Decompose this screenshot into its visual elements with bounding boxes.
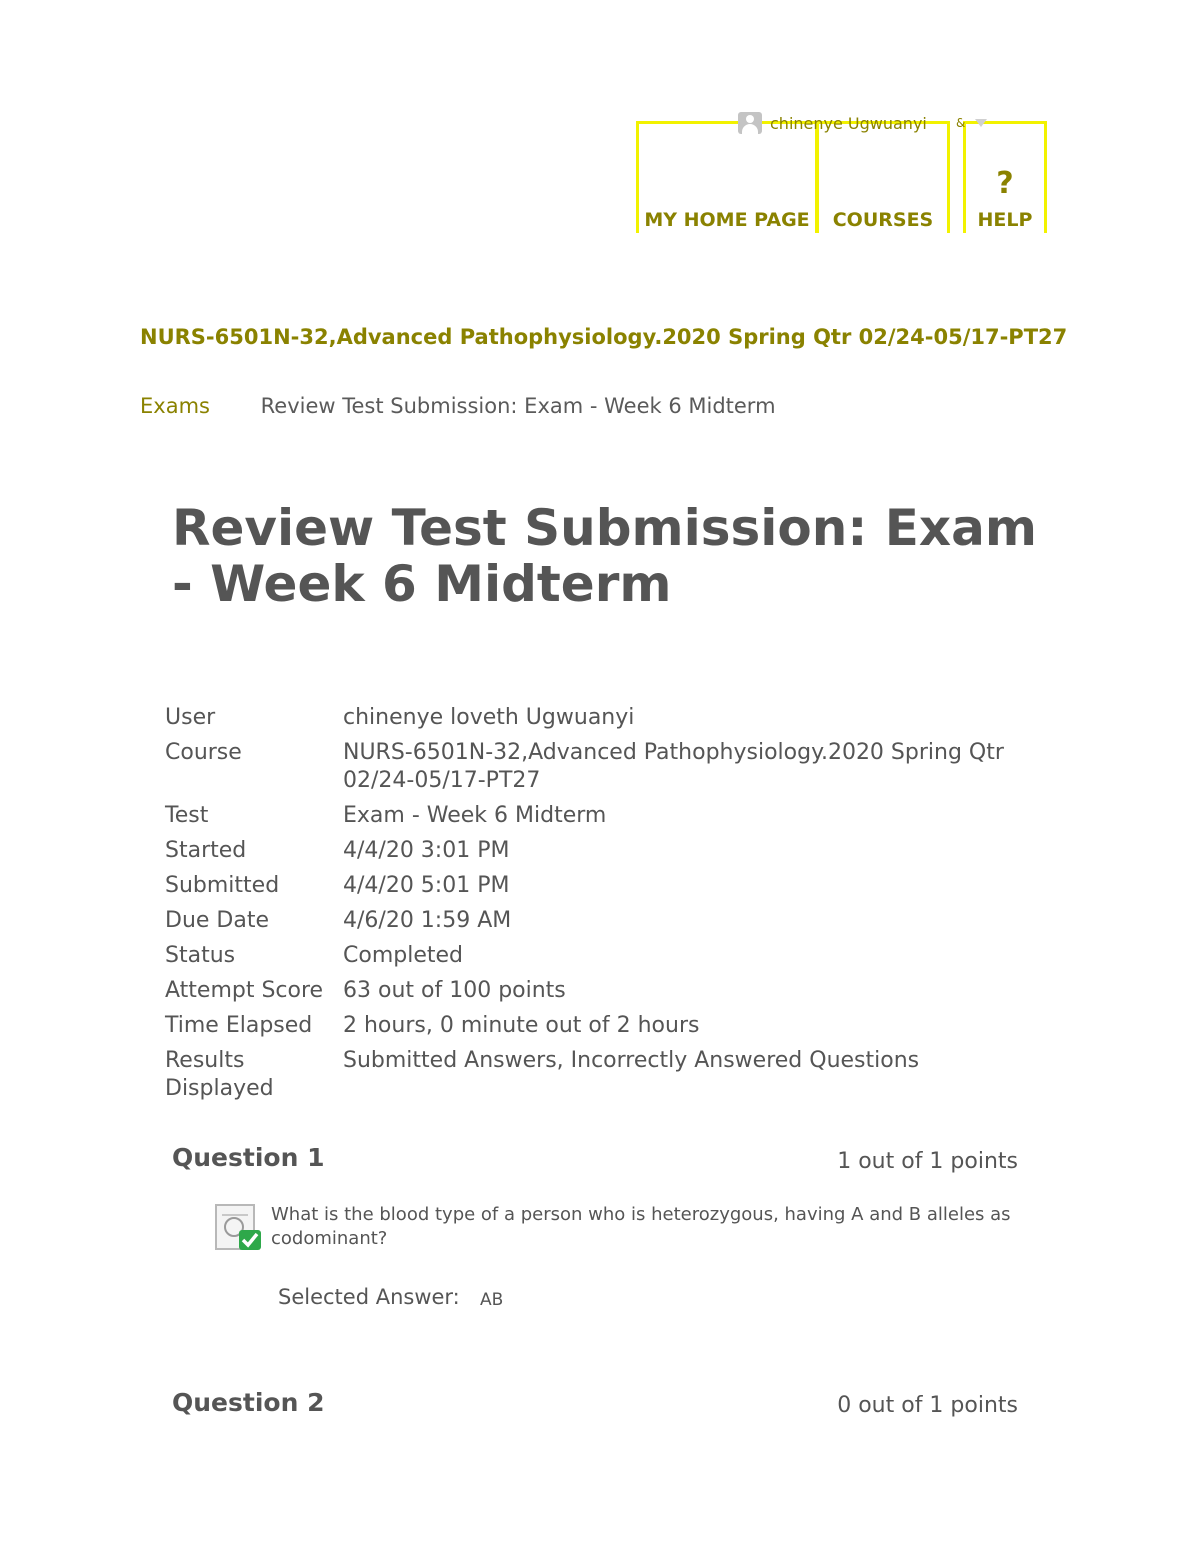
detail-row-status (165, 942, 1023, 970)
selected-answer-label: Selected Answer: (278, 1285, 460, 1309)
detail-label: Test (165, 803, 209, 828)
detail-row-course (165, 739, 1023, 795)
user-name: chinenye Ugwuanyi (770, 113, 927, 133)
chevron-down-icon[interactable] (975, 119, 987, 127)
detail-value: Submitted Answers, Incorrectly Answered Questions (343, 1048, 920, 1073)
question-1-points: 1 out of 1 points (837, 1149, 1018, 1174)
nav-courses[interactable] (816, 121, 950, 233)
nav-help[interactable] (963, 121, 1047, 233)
detail-value: 4/6/20 1:59 AM (343, 908, 512, 933)
detail-value: chinenye loveth Ugwuanyi (343, 705, 635, 730)
detail-value: 2 hours, 0 minute out of 2 hours (343, 1013, 700, 1038)
detail-value: 4/4/20 3:01 PM (343, 838, 510, 863)
nav-my-home-page-label: MY HOME PAGE (644, 209, 810, 231)
detail-label: Course (165, 740, 242, 765)
nav-my-home-page[interactable] (636, 121, 818, 233)
detail-label: Attempt Score (165, 978, 324, 1003)
user-menu-controls (956, 116, 987, 130)
nav-courses-label: COURSES (832, 209, 934, 231)
detail-value: 4/4/20 5:01 PM (343, 873, 510, 898)
detail-row-user (165, 704, 1023, 732)
detail-label: Started (165, 838, 247, 863)
detail-row-time-elapsed (165, 1012, 1023, 1040)
breadcrumb-current: Review Test Submission: Exam - Week 6 Midterm (260, 394, 776, 418)
course-title[interactable]: NURS-6501N-32,Advanced Pathophysiology.2020 Spring Qtr 02/24-05/17-PT27 (140, 325, 1068, 349)
detail-value: Completed (343, 943, 463, 968)
notification-icon[interactable]: & (956, 116, 966, 130)
detail-row-test (165, 802, 1023, 830)
detail-label: Status (165, 943, 236, 968)
selected-answer-value: AB (480, 1290, 504, 1310)
submission-details (165, 704, 1023, 1103)
detail-label: Time Elapsed (165, 1013, 313, 1038)
detail-row-started (165, 837, 1023, 865)
detail-row-submitted (165, 872, 1023, 900)
detail-value: NURS-6501N-32,Advanced Pathophysiology.2020 Spring Qtr 02/24-05/17-PT27 (343, 740, 1004, 793)
detail-label: Submitted (165, 873, 280, 898)
detail-label: Due Date (165, 908, 269, 933)
question-2-points: 0 out of 1 points (837, 1393, 1018, 1418)
detail-label: Results Displayed (165, 1048, 274, 1101)
help-icon: ? (996, 166, 1014, 201)
user-menu[interactable] (738, 112, 927, 134)
detail-row-due-date (165, 907, 1023, 935)
correct-answer-icon (214, 1203, 262, 1251)
nav-help-label: HELP (977, 209, 1033, 231)
detail-value: Exam - Week 6 Midterm (343, 803, 607, 828)
detail-row-attempt-score (165, 977, 1023, 1005)
breadcrumb-exams-link[interactable]: Exams (140, 394, 210, 418)
page-title: Review Test Submission: Exam - Week 6 Midterm (172, 499, 1037, 613)
breadcrumb (140, 394, 776, 418)
detail-label: User (165, 705, 216, 730)
avatar (738, 112, 762, 134)
detail-value: 63 out of 100 points (343, 978, 566, 1003)
question-2-title: Question 2 (172, 1388, 325, 1417)
question-1-text: What is the blood type of a person who is heterozygous, having A and B alleles as codominant? (271, 1204, 1011, 1249)
detail-row-results-displayed (165, 1047, 1023, 1103)
question-1-title: Question 1 (172, 1143, 325, 1172)
